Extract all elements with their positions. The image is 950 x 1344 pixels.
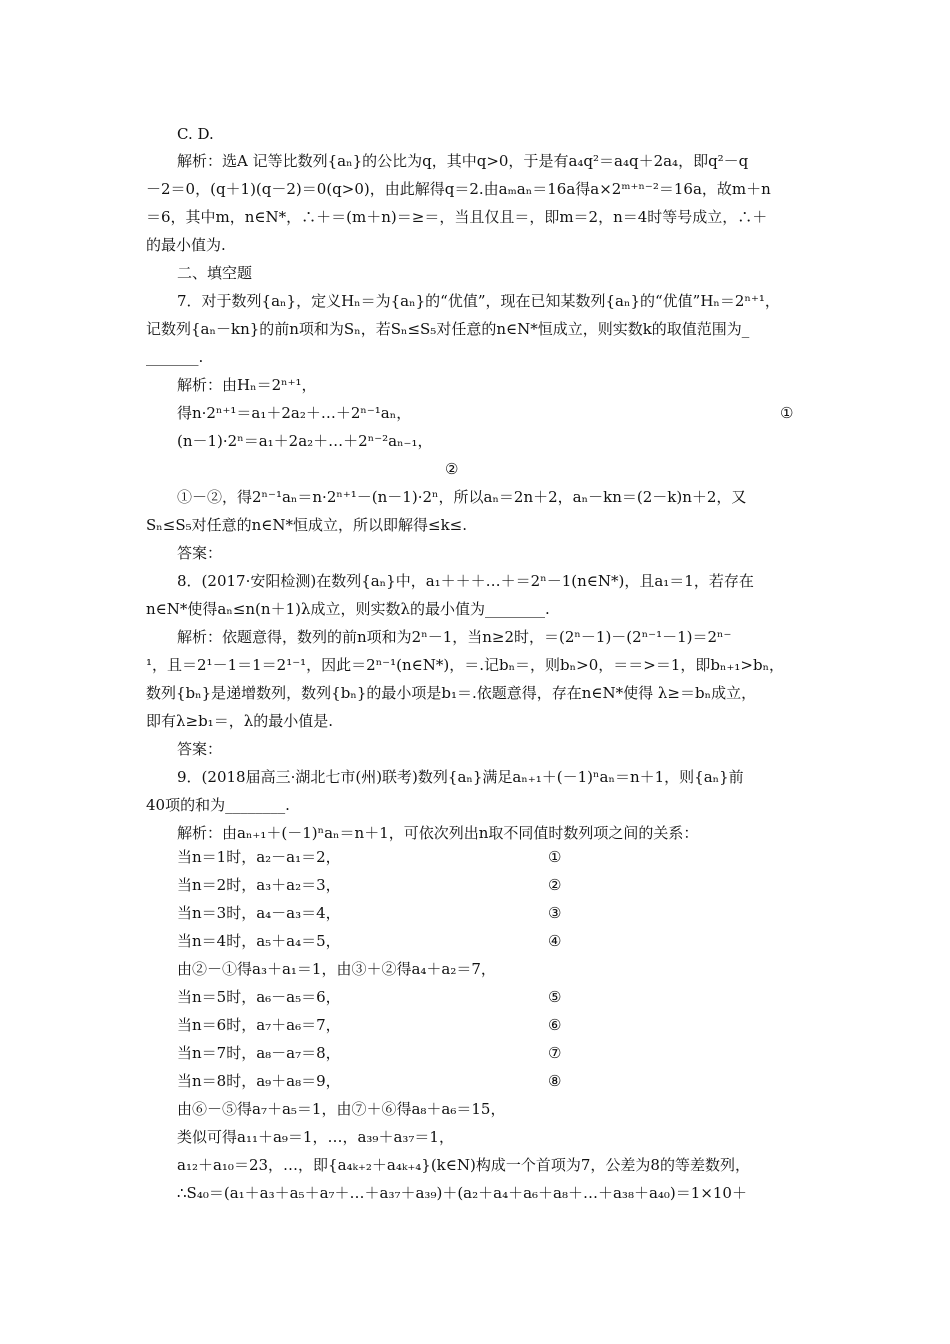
equation-marker: ⑥	[548, 1016, 562, 1034]
answer-label: 答案：	[177, 740, 223, 758]
question-7: 7．对于数列{aₙ}，定义Hₙ＝为{aₙ}的“优值”，现在已知某数列{aₙ}的“优值”Hₙ＝2ⁿ⁺¹，	[177, 292, 780, 310]
equation-marker: ⑦	[548, 1044, 562, 1062]
equation-line: 当n＝6时，a₇＋a₆＝7，	[177, 1016, 341, 1034]
text-line: _______.	[146, 348, 204, 366]
answer-label: 答案：	[177, 544, 223, 562]
text-line: n∈N*使得aₙ≤n(n＋1)λ成立，则实数λ的最小值为________.	[146, 600, 550, 618]
equation-line: 当n＝8时，a₉＋a₈＝9，	[177, 1072, 341, 1090]
equation-line: 当n＝7时，a₈－a₇＝8，	[177, 1044, 341, 1062]
equation-marker: ①	[548, 848, 562, 866]
equation-marker: ④	[548, 932, 562, 950]
text-line: 40项的和为________.	[146, 796, 290, 814]
question-9: 9．(2018届高三·湖北七市(州)联考)数列{aₙ}满足aₙ₊₁＋(－1)ⁿaₙ＝n＋1，则{aₙ}前	[177, 768, 744, 786]
text-line: ＝6，其中m，n∈N*，∴＋＝(m＋n)＝≥＝，当且仅且＝，即m＝2，n＝4时等号成立，∴＋	[146, 208, 768, 226]
equation-line: 得n·2ⁿ⁺¹＝a₁＋2a₂＋…＋2ⁿ⁻¹aₙ，	[177, 404, 412, 422]
equation-line: 当n＝5时，a₆－a₅＝6，	[177, 988, 341, 1006]
question-8: 8．(2017·安阳检测)在数列{aₙ}中，a₁＋＋＋…＋＝2ⁿ－1(n∈N*)，且a₁＝1，若存在	[177, 572, 754, 590]
equation-marker: ③	[548, 904, 562, 922]
text-line: 由②－①得a₃＋a₁＝1，由③＋②得a₄＋a₂＝7，	[177, 960, 496, 978]
text-line: －2＝0，(q＋1)(q－2)＝0(q>0)，由此解得q＝2.由aₘaₙ＝16a得a×2ᵐ⁺ⁿ⁻²＝16a，故m＋n	[146, 180, 771, 198]
equation-line: 当n＝3时，a₄－a₃＝4，	[177, 904, 341, 922]
text-line: 解析：依题意得，数列的前n项和为2ⁿ－1，当n≥2时，＝(2ⁿ－1)－(2ⁿ⁻¹－1)＝2ⁿ⁻	[177, 628, 732, 646]
text-line: 即有λ≥b₁＝，λ的最小值是.	[146, 712, 333, 730]
text-line: 数列{bₙ}是递增数列，数列{bₙ}的最小项是b₁＝.依题意得，存在n∈N*使得 λ≥＝bₙ成立，	[146, 684, 757, 702]
equation-marker: ⑧	[548, 1072, 562, 1090]
equation-marker: ②	[445, 460, 459, 478]
text-line: 解析：由aₙ₊₁＋(－1)ⁿaₙ＝n＋1，可依次列出n取不同值时数列项之间的关系：	[177, 824, 699, 842]
equation-line: 当n＝4时，a₅＋a₄＝5，	[177, 932, 341, 950]
text-line: 解析：选A 记等比数列{aₙ}的公比为q，其中q>0，于是有a₄q²＝a₄q＋2a₄，即q²－q	[177, 152, 749, 170]
equation-marker: ⑤	[548, 988, 562, 1006]
text-line: a₁₂＋a₁₀＝23，…，即{a₄ₖ₊₂＋a₄ₖ₊₄}(k∈N)构成一个首项为7，公差为8的等差数列，	[177, 1156, 750, 1174]
text-line: C. D.	[177, 125, 214, 143]
text-line: Sₙ≤S₅对任意的n∈N*恒成立，所以即解得≤k≤.	[146, 516, 468, 534]
equation-line: (n－1)·2ⁿ＝a₁＋2a₂＋…＋2ⁿ⁻²aₙ₋₁，	[177, 432, 433, 450]
text-line: ¹，且＝2¹－1＝1＝2¹⁻¹，因此＝2ⁿ⁻¹(n∈N*)，＝.记bₙ＝，则bₙ>0，＝＝>＝1，即bₙ₊₁>bₙ，	[146, 656, 785, 674]
text-line: 的最小值为.	[146, 236, 226, 254]
equation-line: 当n＝1时，a₂－a₁＝2，	[177, 848, 341, 866]
equation-marker: ①	[780, 404, 794, 422]
equation-line: 当n＝2时，a₃＋a₂＝3，	[177, 876, 341, 894]
text-line: 由⑥－⑤得a₇＋a₅＝1，由⑦＋⑥得a₈＋a₆＝15，	[177, 1100, 506, 1118]
text-line: 类似可得a₁₁＋a₉＝1，…，a₃₉＋a₃₇＝1，	[177, 1128, 454, 1146]
text-line: ∴S₄₀＝(a₁＋a₃＋a₅＋a₇＋…＋a₃₇＋a₃₉)＋(a₂＋a₄＋a₆＋a₈＋…＋a₃₈＋a₄₀)＝1×10＋	[177, 1184, 747, 1202]
text-line: 解析：由Hₙ＝2ⁿ⁺¹，	[177, 376, 317, 394]
text-line: ①－②，得2ⁿ⁻¹aₙ＝n·2ⁿ⁺¹－(n－1)·2ⁿ，所以aₙ＝2n＋2，aₙ－kn＝(2－k)n＋2，又	[177, 488, 747, 506]
text-line: 记数列{aₙ－kn}的前n项和为Sₙ，若Sₙ≤S₅对任意的n∈N*恒成立，则实数k的取值范围为_	[146, 320, 750, 338]
section-heading: 二、填空题	[177, 264, 253, 282]
equation-marker: ②	[548, 876, 562, 894]
